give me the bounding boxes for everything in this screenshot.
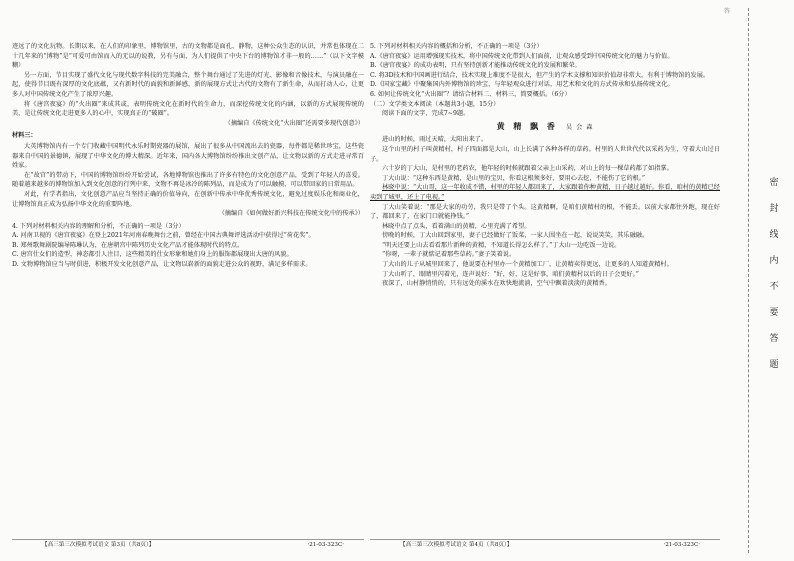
question-4-option-a: A. 河南卫视的《唐宫夜宴》在登上2021年河南春晚舞台之前，曾经在中国古典舞评选活动中获得过“荷花奖”。: [12, 232, 315, 240]
story-paragraph: 丁大山笑着说：“那是大家的功劳，我只是带了个头。这黄精啊，是咱们黄精村的根，不能丢。以前大家都往外跑，现在好了，都回来了，在家门口就能挣钱。”: [370, 203, 720, 221]
footer-left-page-info: 【高三第三次模拟考试语文 第3页（共8页）】: [42, 542, 155, 548]
story-paragraph: 六十岁的丁大山，是村里的老药农，他年轻的时候就跟着父亲上山采药，对山上的每一棵草药都了如指掌。: [382, 165, 673, 173]
top-mark: 答: [723, 8, 730, 15]
story-title: 黄 精 飘 香: [496, 120, 558, 131]
footer-left-page: [12, 539, 364, 551]
seal-char: 线: [769, 230, 779, 240]
seal-char: 不: [769, 282, 779, 292]
seal-char: 封: [769, 204, 779, 214]
material-3-paragraph-2: 在“故宫”的带动下，中国的博物馆纷纷开始尝试，各地博物馆也推出了许多有特色的文化创意产品，受到了年轻人的喜爱。随着越来越多的博物馆加入到文化创意的行列中来，文物不再是冰冷的陈列品，而是成为了可以触摸、可以带回家的日常用品。: [12, 171, 364, 189]
story-paragraph: 夜深了，山村静悄悄的，只有远处的溪水在欢快地流淌，空气中飘着淡淡的黄精香。: [382, 280, 611, 288]
right-page-column: [370, 42, 720, 530]
material-3-paragraph-3: 对此，有学者指出，文化创意产品应当坚持正确的价值导向，在创新中传承中华优秀传统文化，避免过度娱乐化和商业化，让博物馆真正成为弘扬中华文化的重要阵地。: [12, 190, 364, 208]
footer-right-code: ·21-03-323C·: [663, 542, 700, 548]
story-title-block: [370, 122, 720, 133]
footer-right-page-info: 【高三第三次模拟考试语文 第4页（共8页）】: [400, 542, 513, 548]
footer-left-code: ·21-03-323C·: [307, 542, 344, 548]
story-paragraph: 林晓中点了点头，看着满山的黄精，心里充满了希望。: [382, 222, 531, 230]
story-author: 吴 会 森: [565, 123, 594, 131]
seal-char: 内: [769, 256, 779, 266]
story-paragraph: 进山的时候，雨过天晴，太阳出来了。: [382, 136, 488, 144]
question-5-option-c: C. 将3D技术和中国画进行结合，技术实现上难度不是很大，但产生的学术支撑和知识价值却非常大，有利于博物馆的发展。: [370, 71, 710, 79]
reading-instruction: 阅读下面的文字，完成7~9题。: [382, 110, 470, 118]
story-paragraph: 丁大山说：“这种东西是黄精，是山里的宝贝，你看这根须多好，要用心去挖，不能伤了它的根。”: [382, 174, 646, 182]
left-page-column: [12, 42, 364, 530]
question-4: 4. 下列对材料相关内容的理解和分析，不正确的一项是（3分）: [12, 222, 185, 230]
question-4-option-d: D. 文物博物馆应当与时俱进，积极开发文化创意产品，让文物以崭新的面貌走进公众的视野，满足多样需求。: [12, 261, 312, 269]
question-6: 6. 如何让传统文化“火出圈”？请结合材料二、材料三，简要概括。（6分）: [370, 90, 571, 98]
question-5-option-d: D.《国家宝藏》中聚集国内外博物馆的珍宝，与年轻观众进行对话，用艺术和文化的方式传承和弘扬传统文化。: [370, 81, 674, 89]
seal-dashed-line: [748, 8, 749, 553]
source-note-1: （摘编自《传统文化“火出圈”还需要多现代创意》）: [224, 119, 364, 127]
left-paragraph-1: 另一方面，节目实现了盛代文化与现代数字科技的完美融合，整个舞台通过了先进的灯光、影像和音像技术，与演员融在一起，使得节目既有深厚的文化底蕴，又有新时代的面貌和新鲜感，新的展现方式让古代的文物有了新生命，从而打动人心，让更多人对中国传统文化产生了浓厚兴趣。: [12, 71, 364, 98]
question-5: 5. 下列对材料相关内容的概括和分析，不正确的一项是（3分）: [370, 43, 543, 50]
story-paragraph: 这个山里的村子叫黄精村，村子四面都是大山，山上长满了各种各样的草药。村里的人世世代代以采药为生，守着大山过日子。: [370, 145, 720, 163]
left-paragraph-0: 迹远了的文化玩物。长期以来，在人们的印象里，博物馆里，古的文物都是面孔、静物，这种公众生态的认识，并常也体现在二十几年来的“博物”是“可爱可由馆而入的无以的说教，另有与面，为人们提供了中央下台的博物馆才非一般的……”（以下文字模糊）: [12, 43, 364, 70]
seal-char: 密: [769, 178, 779, 188]
footer-right-page: [370, 539, 720, 551]
story-paragraph: “你呀，一辈子就惦记着那些草药。”妻子笑着说。: [382, 251, 516, 259]
story-paragraph-underlined: 林晓中说：“大山哥，这一年收成不错，村里的年轻人都回来了，大家跟着你种黄精，日子越过越好。你看，咱村的黄精已经卖到了城里，还上了电视。”: [370, 184, 720, 201]
seal-char: 答: [769, 334, 779, 344]
question-4-option-c: C. 唐宫仕女们的造型、神态都引人注目，这些精美的仕女形象和她们身上的服饰都展现出大唐的风貌。: [12, 251, 293, 259]
seal-line-label: [764, 170, 784, 378]
story-paragraph: “明天还要上山去看看那片新种的黄精，不知道长得怎么样了。”丁大山一边吃饭一边说。: [382, 241, 621, 249]
seal-char: 题: [769, 360, 779, 370]
left-paragraph-2: 将《唐宫夜宴》的“火出圈”来成其或，表明传统文化在新时代的生命力，而深挖传统文化的内涵，以新的方式展现传统的美，是让传统文化走进更多人的心中，实现真正的“破圈”。: [12, 100, 364, 118]
question-5-option-b: B.《唐宫夜宴》的成功表明，只有坚持创新才能推动传统文化的发展和繁荣。: [370, 62, 581, 70]
source-note-2: （摘编自《如何做好新兴科技在传统文化中的传承》）: [218, 210, 364, 218]
story-paragraph: 丁大山的儿子从城里回来了，他说要在村里办一个黄精加工厂，让黄精卖得更远，让更多的人知道黄精村。: [382, 261, 673, 269]
story-paragraph: 丁大山听了，眼睛里闪着光，连声说好：“好，好，这是好事，咱们黄精村以后的日子会更好。”: [382, 270, 639, 278]
binding-margin: [734, 0, 794, 561]
seal-char: 要: [769, 308, 779, 318]
question-4-option-b: B. 郑州歌舞剧院编导陈琳认为，在唐朝宫中陈列历史文化产品才能体现时代的特点。: [12, 241, 244, 249]
section-2-heading: （二）文学类文本阅读（本题共3小题，15分）: [370, 100, 500, 108]
material-3-paragraph-1: 大英博物馆内有一个专门收藏中国明代永乐时期瓷器的展馆，展出了很多从中国流出去的瓷器，每件都是稀世珍宝，这些瓷器来自中国的景德镇，展现了中华文化的博大精深。近年来，国内各大博物馆纷纷推出文创产品，让文物以新的方式走进寻常百姓家。: [12, 142, 364, 170]
material-3-heading: 材料三：: [12, 132, 37, 140]
question-5-option-a: A.《唐宫夜宴》运用增强现实技术，将中国传统文化带到人们面前，让观众感受到中国传统文化的魅力与价值。: [370, 52, 674, 60]
story-paragraph: 傍晚的时候，丁大山回到家里，妻子已经做好了饭菜，一家人围坐在一起，说说笑笑，其乐融融。: [382, 232, 649, 240]
